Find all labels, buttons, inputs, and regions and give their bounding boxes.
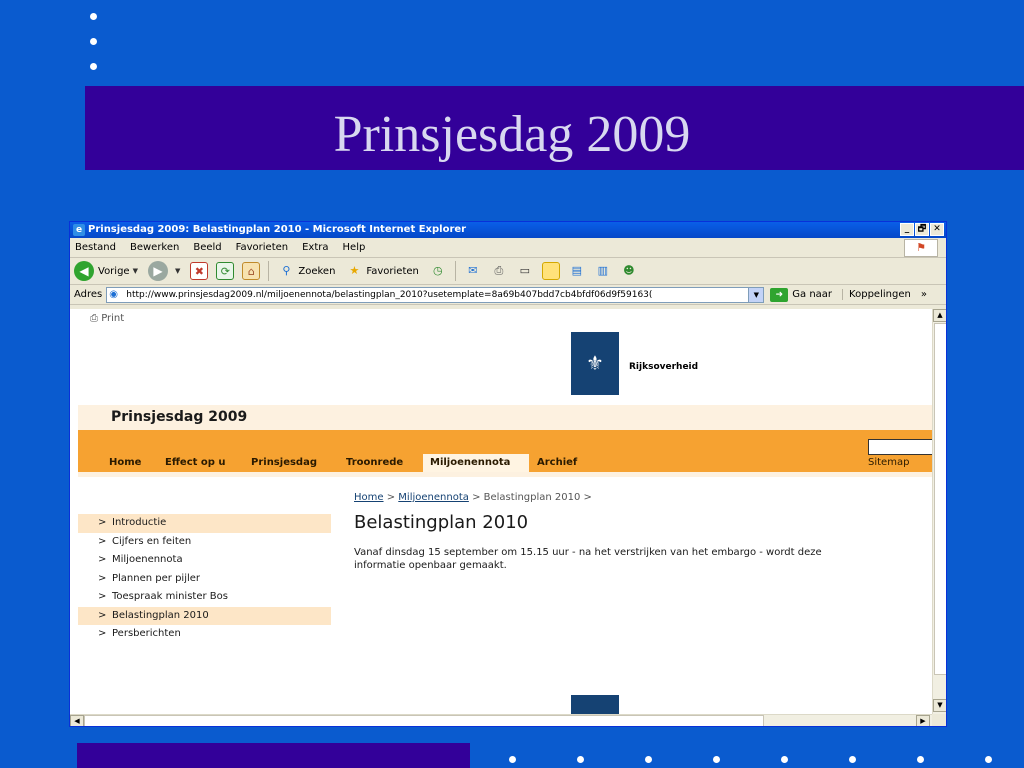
minimize-button[interactable]: _ <box>900 223 914 236</box>
sidebar-item-label: Miljoenennota <box>112 554 183 565</box>
slide-title: Prinsjesdag 2009 <box>333 106 691 163</box>
bullet-dot <box>577 756 584 763</box>
breadcrumb-home[interactable]: Home <box>354 492 384 503</box>
toolbar-separator <box>268 261 269 281</box>
chevron-more-icon[interactable]: » <box>920 289 927 300</box>
menu-beeld[interactable]: Beeld <box>193 242 222 253</box>
chevron-right-icon: > <box>98 609 107 621</box>
nav-troonrede[interactable]: Troonrede <box>346 457 404 468</box>
address-bar <box>70 285 946 305</box>
windows-flag-icon: ⚑ <box>904 239 938 257</box>
chevron-right-icon: > <box>98 554 107 565</box>
edit-icon[interactable]: ▭ <box>519 264 531 277</box>
page-icon: ◉ <box>109 288 119 300</box>
go-arrow-icon: ➜ <box>770 288 788 302</box>
bullet-dot <box>713 756 720 763</box>
bullet-dot <box>90 38 97 45</box>
standard-toolbar <box>70 258 946 285</box>
menu-bar <box>70 238 946 258</box>
close-button[interactable]: ✕ <box>930 223 944 236</box>
menu-bewerken[interactable]: Bewerken <box>129 242 180 253</box>
home-icon[interactable]: ⌂ <box>242 262 260 280</box>
discuss-icon[interactable] <box>542 262 560 280</box>
star-icon: ★ <box>349 264 360 277</box>
menu-favorieten[interactable]: Favorieten <box>235 242 289 253</box>
search-icon: ⚲ <box>282 264 291 277</box>
breadcrumb-separator: > <box>386 492 396 503</box>
chevron-right-icon: > <box>98 572 107 584</box>
refresh-icon[interactable]: ⟳ <box>216 262 234 280</box>
sidebar-item-label: Plannen per pijler <box>112 572 201 584</box>
address-label: Adres <box>74 289 103 300</box>
bullet-dot <box>781 756 788 763</box>
chevron-right-icon: > <box>98 591 107 602</box>
sitemap-link[interactable]: Sitemap <box>868 457 910 468</box>
favorites-button[interactable] <box>345 262 418 280</box>
horizontal-scrollbar[interactable] <box>70 714 932 727</box>
favorites-label: Favorieten <box>366 265 419 277</box>
nav-prinsjesdag[interactable]: Prinsjesdag <box>251 457 317 468</box>
address-input[interactable] <box>106 287 764 303</box>
breadcrumb-separator: > <box>472 492 481 503</box>
menu-extra[interactable]: Extra <box>302 242 329 253</box>
sidebar-item-toespraak[interactable] <box>78 588 331 607</box>
breadcrumb-current: Belastingplan 2010 > <box>483 492 592 503</box>
ie-app-icon: e <box>73 224 85 236</box>
print-label: Print <box>101 313 125 324</box>
forward-arrow-icon: ▶ <box>148 261 168 281</box>
back-label: Vorige <box>98 265 130 277</box>
site-title: Prinsjesdag 2009 <box>111 409 248 425</box>
menu-bestand[interactable]: Bestand <box>75 242 116 253</box>
nav-home[interactable]: Home <box>109 457 142 468</box>
bullet-dot <box>849 756 856 763</box>
messenger-icon[interactable]: ☻ <box>623 264 635 277</box>
window-titlebar[interactable] <box>70 222 946 238</box>
sidebar-item-label: Belastingplan 2010 <box>112 609 209 621</box>
address-url: http://www.prinsjesdag2009.nl/miljoenennota/belastingplan_2010?usetemplate=8a69b407bdd7cb4bfdf06d9f59163( <box>126 289 653 300</box>
forward-button[interactable] <box>148 261 180 281</box>
bullet-dot <box>90 13 97 20</box>
research-icon[interactable]: ▤ <box>571 264 583 277</box>
media-icon[interactable]: ▥ <box>597 264 609 277</box>
vertical-scrollbar[interactable] <box>932 309 947 714</box>
menu-help[interactable]: Help <box>342 242 366 253</box>
nav-miljoenennota[interactable]: Miljoenennota <box>430 457 511 468</box>
sidebar-item-plannen[interactable] <box>78 570 331 589</box>
sidebar-item-label: Introductie <box>112 517 167 528</box>
nav-archief[interactable]: Archief <box>537 457 578 468</box>
browser-window <box>69 221 947 727</box>
breadcrumb-miljoenennota[interactable]: Miljoenennota <box>398 492 469 503</box>
toolbar-separator <box>455 261 456 281</box>
sidebar-item-persberichten[interactable] <box>78 625 331 644</box>
scroll-right-icon[interactable]: ▶ <box>916 715 930 727</box>
nav-effect-op-u[interactable]: Effect op u <box>165 457 226 468</box>
page-heading: Belastingplan 2010 <box>354 512 529 533</box>
scroll-left-icon[interactable]: ◀ <box>70 715 84 727</box>
main-navigation <box>78 430 932 472</box>
back-arrow-icon: ◀ <box>74 261 94 281</box>
page-viewport <box>70 309 932 714</box>
history-icon[interactable]: ◷ <box>433 264 443 277</box>
bullet-dot <box>917 756 924 763</box>
go-button[interactable] <box>770 288 832 302</box>
bullet-dot <box>645 756 652 763</box>
chevron-down-icon: ▼ <box>132 267 138 275</box>
logo-text: Rijksoverheid <box>629 362 699 372</box>
chevron-down-icon[interactable]: ▼ <box>748 288 763 302</box>
chevron-right-icon: > <box>98 535 107 547</box>
window-controls <box>900 223 944 236</box>
chevron-right-icon: > <box>98 628 107 639</box>
search-label: Zoeken <box>298 265 336 277</box>
chevron-down-icon: ▼ <box>174 267 181 275</box>
sidebar-item-introductie[interactable] <box>78 514 331 533</box>
stop-icon[interactable]: ✖ <box>190 262 208 280</box>
sidebar-item-label: Toespraak minister Bos <box>112 591 228 602</box>
chevron-right-icon: > <box>98 517 107 528</box>
printer-icon: ⎙ <box>90 313 98 324</box>
nav-divider <box>78 472 932 477</box>
bottom-band <box>77 743 470 768</box>
sidebar-item-cijfers[interactable] <box>78 533 331 552</box>
scrollbar-thumb[interactable] <box>84 715 764 727</box>
rijksoverheid-logo: ⚜ <box>571 332 619 395</box>
sidebar-item-label: Persberichten <box>112 628 181 639</box>
sidebar-item-miljoenennota[interactable] <box>78 551 331 570</box>
restore-button[interactable]: 🗗 <box>915 223 929 236</box>
sidebar-item-label: Cijfers en feiten <box>112 535 192 547</box>
scroll-up-icon[interactable]: ▲ <box>933 309 947 322</box>
breadcrumb <box>354 492 592 503</box>
print-icon[interactable]: ⎙ <box>494 264 504 277</box>
scrollbar-thumb[interactable] <box>934 323 947 675</box>
bullet-dot <box>509 756 516 763</box>
mail-icon[interactable]: ✉ <box>468 264 478 277</box>
search-button[interactable] <box>277 262 335 280</box>
sidebar-menu <box>78 514 331 644</box>
bullet-dot <box>985 756 992 763</box>
links-toolbar[interactable]: Koppelingen <box>842 289 911 300</box>
print-link[interactable] <box>90 313 124 324</box>
intro-text: Vanaf dinsdag 15 september om 15.15 uur - na het verstrijken van het embargo - wordt deze informatie openbaar gemaakt. <box>354 547 822 571</box>
search-input[interactable] <box>868 439 932 455</box>
back-button[interactable] <box>74 261 138 281</box>
bullet-dot <box>90 63 97 70</box>
go-label: Ga naar <box>792 289 833 300</box>
sidebar-item-belastingplan[interactable] <box>78 607 331 626</box>
scroll-down-icon[interactable]: ▼ <box>933 699 947 712</box>
window-title: Prinsjesdag 2009: Belastingplan 2010 - Microsoft Internet Explorer <box>88 224 467 235</box>
site-header <box>78 405 932 430</box>
footer-logo-strip <box>571 695 619 714</box>
